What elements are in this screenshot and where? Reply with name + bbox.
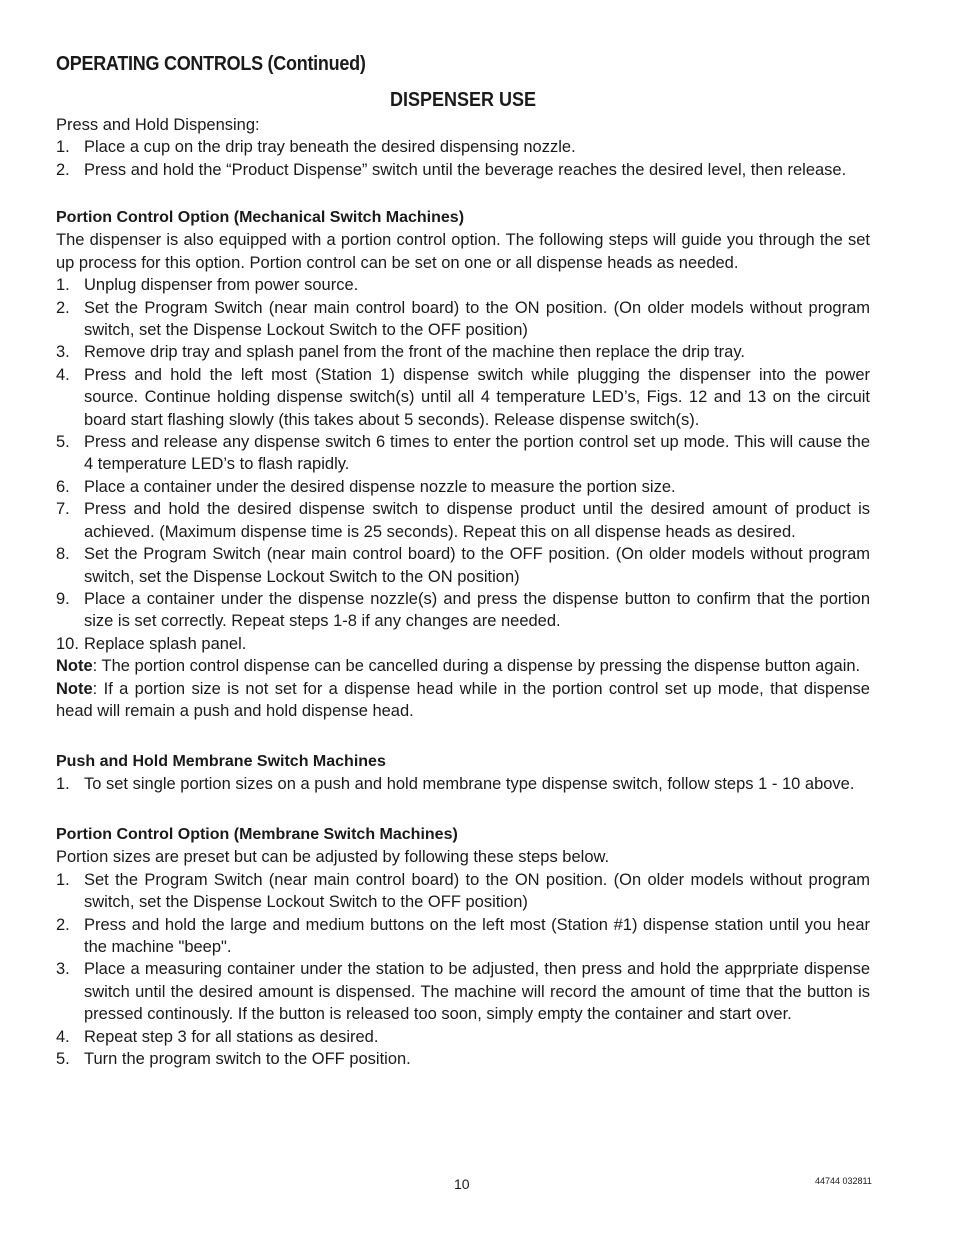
list-item bbox=[56, 274, 870, 296]
section-title: DISPENSER USE bbox=[390, 89, 537, 111]
step-text: Place a cup on the drip tray beneath the desired dispensing nozzle. bbox=[84, 138, 576, 157]
mech-steps bbox=[56, 274, 870, 655]
step-number: 1. bbox=[56, 276, 70, 295]
membrane-portion-title: Portion Control Option (Membrane Switch Machines) bbox=[56, 826, 458, 843]
mech-section bbox=[56, 207, 870, 722]
step-text: Place a container under the desired dispense nozzle to measure the portion size. bbox=[84, 477, 676, 496]
step-text: Press and release any dispense switch 6 times to enter the portion control set up mode. This will cause the 4 temperature LED’s to flash rapidly. bbox=[84, 433, 870, 474]
list-item bbox=[56, 476, 870, 498]
mech-note-1 bbox=[56, 655, 870, 677]
list-item bbox=[56, 136, 870, 158]
step-text: Replace splash panel. bbox=[84, 634, 247, 653]
step-text: Set the Program Switch (near main control board) to the ON position. (On older models without program switch, set the Dispense Lockout Switch to the OFF position) bbox=[84, 298, 870, 340]
step-text: Press and hold the large and medium buttons on the left most (Station #1) dispense station until you hear the machine "beep". bbox=[84, 915, 870, 957]
list-item bbox=[56, 869, 870, 914]
step-text: Press and hold the desired dispense switch to dispense product until the desired amount of product is achieved. (Maximum dispense time is 25 seconds). Repeat this on all dispense heads as desired. bbox=[84, 500, 870, 541]
step-text: Turn the program switch to the OFF position. bbox=[84, 1050, 411, 1069]
list-item bbox=[56, 341, 870, 363]
list-item bbox=[56, 1048, 870, 1070]
list-item bbox=[56, 633, 870, 655]
step-number: 2. bbox=[56, 298, 70, 317]
page-heading: OPERATING CONTROLS (Continued) bbox=[56, 53, 366, 75]
press-hold-section bbox=[56, 114, 870, 181]
step-number: 7. bbox=[56, 500, 70, 519]
list-item bbox=[56, 159, 870, 181]
membrane-portion-steps bbox=[56, 869, 870, 1071]
list-item bbox=[56, 543, 870, 588]
step-text: Unplug dispenser from power source. bbox=[84, 276, 359, 295]
step-number: 5. bbox=[56, 1050, 70, 1069]
membrane-portion-intro: Portion sizes are preset but can be adjusted by following these steps below. bbox=[56, 848, 610, 867]
page-number: 10 bbox=[454, 1176, 470, 1192]
membrane-portion-section bbox=[56, 824, 870, 1070]
step-number: 1. bbox=[56, 138, 70, 157]
step-number: 2. bbox=[56, 915, 70, 934]
list-item bbox=[56, 958, 870, 1025]
step-number: 3. bbox=[56, 960, 70, 979]
step-number: 4. bbox=[56, 1027, 70, 1046]
step-text: Press and hold the left most (Station 1) dispense switch while plugging the dispenser into the power source. Continue holding dispense switch(s) until all 4 temperature LED’s, Figs. 12 and 13 on the circuit board start flashing slowly (this takes about 5 seconds). Release dispense switch(s). bbox=[84, 365, 870, 429]
list-item bbox=[56, 364, 870, 431]
press-hold-steps bbox=[56, 136, 870, 181]
list-item bbox=[56, 773, 870, 795]
list-item bbox=[56, 431, 870, 476]
step-text: To set single portion sizes on a push and hold membrane type dispense switch, follow steps 1 - 10 above. bbox=[84, 775, 855, 794]
step-text: Press and hold the “Product Dispense” switch until the beverage reaches the desired level, then release. bbox=[84, 160, 847, 179]
note-text: : If a portion size is not set for a dispense head while in the portion control set up mode, that dispense head will remain a push and hold dispense head. bbox=[56, 679, 870, 720]
step-number: 4. bbox=[56, 365, 70, 384]
membrane-hold-section bbox=[56, 751, 870, 796]
document-code: 44744 032811 bbox=[815, 1176, 872, 1186]
step-number: 1. bbox=[56, 870, 70, 889]
mech-note-2 bbox=[56, 678, 870, 723]
step-number: 10. bbox=[56, 634, 79, 653]
step-number: 5. bbox=[56, 433, 70, 452]
note-text: : The portion control dispense can be cancelled during a dispense by pressing the dispense button again. bbox=[92, 657, 861, 676]
list-item bbox=[56, 297, 870, 342]
step-text: Set the Program Switch (near main control board) to the ON position. (On older models without program switch, set the Dispense Lockout Switch to the OFF position) bbox=[84, 870, 870, 912]
step-text: Set the Program Switch (near main control board) to the OFF position. (On older models without program switch, set the Dispense Lockout Switch to the ON position) bbox=[84, 545, 870, 586]
step-number: 6. bbox=[56, 477, 70, 496]
step-text: Remove drip tray and splash panel from the front of the machine then replace the drip tray. bbox=[84, 343, 745, 362]
list-item bbox=[56, 498, 870, 543]
membrane-hold-title: Push and Hold Membrane Switch Machines bbox=[56, 753, 386, 770]
step-number: 3. bbox=[56, 343, 70, 362]
step-number: 1. bbox=[56, 775, 70, 794]
step-text: Place a measuring container under the station to be adjusted, then press and hold the apprpriate dispense switch until the desired amount is dispensed. The machine will record the amount of time that the button is pressed continously. If the button is released too soon, simply empty the container and start over. bbox=[84, 960, 870, 1024]
list-item bbox=[56, 914, 870, 959]
step-number: 9. bbox=[56, 589, 70, 608]
mech-intro: The dispenser is also equipped with a portion control option. The following steps will guide you through the set up process for this option. Portion control can be set on one or all dispense heads as needed. bbox=[56, 231, 870, 272]
press-hold-intro: Press and Hold Dispensing: bbox=[56, 116, 260, 134]
step-text: Place a container under the dispense nozzle(s) and press the dispense button to confirm that the portion size is set correctly. Repeat steps 1-8 if any changes are needed. bbox=[84, 589, 870, 631]
membrane-hold-steps bbox=[56, 773, 870, 795]
step-number: 8. bbox=[56, 545, 70, 564]
note-label: Note bbox=[56, 679, 93, 698]
mech-title: Portion Control Option (Mechanical Switch Machines) bbox=[56, 209, 465, 226]
step-number: 2. bbox=[56, 160, 70, 179]
note-label: Note bbox=[56, 657, 93, 676]
list-item bbox=[56, 588, 870, 633]
step-text: Repeat step 3 for all stations as desired. bbox=[84, 1027, 379, 1046]
list-item bbox=[56, 1026, 870, 1048]
